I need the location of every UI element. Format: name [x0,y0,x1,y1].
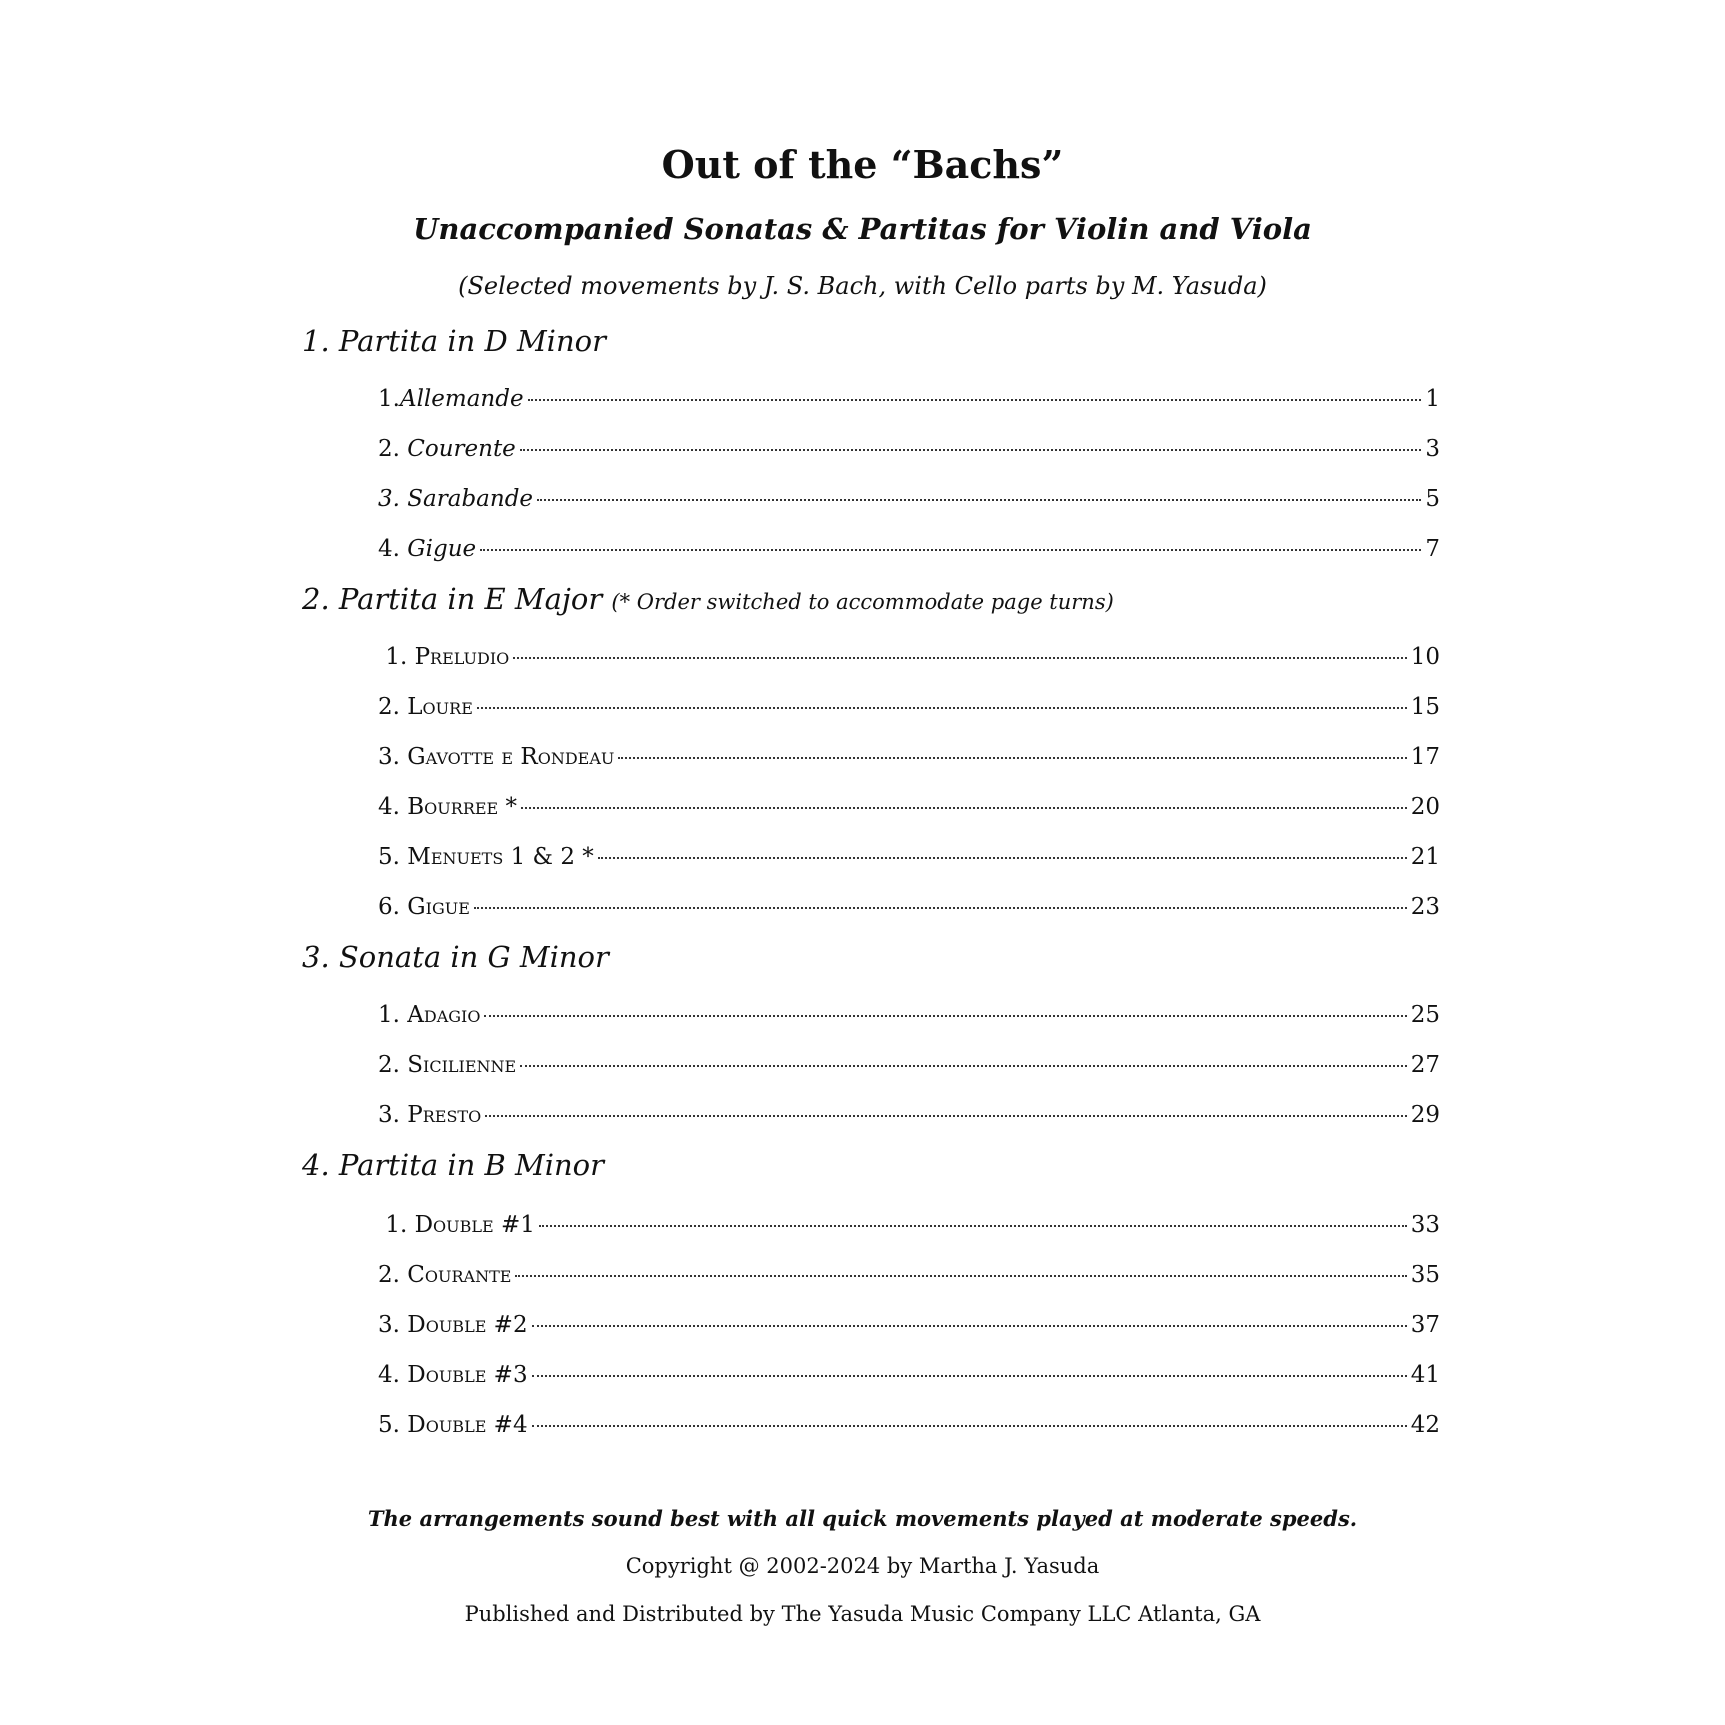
entry-number: 1. [378,386,400,412]
entry-page: 33 [1410,1212,1440,1238]
entry-name: Double #3 [407,1362,528,1388]
section-heading-text: 2. Partita in E Major [302,582,603,616]
entry-number: 3. [378,1102,400,1128]
dot-leader [598,857,1407,859]
entry-page: 23 [1410,894,1440,920]
entry-number: 3. [378,486,400,512]
toc-entry [378,486,1440,512]
toc-entry [378,436,1440,462]
toc-entry [378,1212,1440,1238]
entry-page: 5 [1425,486,1440,512]
section-heading [302,1148,604,1182]
page-subtitle: Unaccompanied Sonatas & Partitas for Violin and Viola [413,212,1312,246]
page-title: Out of the “Bachs” [661,142,1064,187]
entry-name: Double #1 [414,1212,535,1238]
entry-name: Double #4 [407,1412,528,1438]
entry-page: 15 [1410,694,1440,720]
entry-label [378,794,517,820]
entry-page: 41 [1410,1362,1440,1388]
entry-name: Menuets 1 & 2 * [407,844,594,870]
toc-entry [378,1412,1440,1438]
entry-name: Sicilienne [407,1052,517,1078]
entry-name: Presto [407,1102,482,1128]
dot-leader [520,1065,1407,1067]
entry-label [378,694,473,720]
entry-page: 42 [1410,1412,1440,1438]
entry-page: 25 [1410,1002,1440,1028]
entry-number: 3. [378,1312,400,1338]
page-subnote: (Selected movements by J. S. Bach, with Cello parts by M. Yasuda) [458,272,1267,300]
entry-label [378,1312,528,1338]
entry-name: Bourree * [407,794,518,820]
entry-name: Adagio [407,1002,481,1028]
dot-leader [477,707,1407,709]
dot-leader [520,449,1422,451]
section-note: (* Order switched to accommodate page turns) [611,590,1114,614]
toc-entry [378,644,1440,670]
entry-page: 7 [1425,536,1440,562]
entry-number: 2. [378,694,400,720]
entry-number: 4. [378,1362,400,1388]
entry-number: 1. [385,644,408,670]
toc-entry [378,1362,1440,1388]
entry-label [378,1412,528,1438]
entry-name: Gigue [407,536,477,562]
entry-label [378,844,594,870]
section-heading-text: 1. Partita in D Minor [302,324,606,358]
entry-name: Courante [407,1262,512,1288]
entry-label [378,744,614,770]
dot-leader [618,757,1406,759]
entry-label [378,1362,528,1388]
dot-leader [521,807,1407,809]
publisher-line: Published and Distributed by The Yasuda Music Company LLC Atlanta, GA [464,1602,1261,1626]
entry-label [378,1102,481,1128]
entry-label [378,536,476,562]
entry-label [378,1002,480,1028]
entry-page: 35 [1410,1262,1440,1288]
entry-name: Sarabande [407,486,534,512]
entry-number: 5. [378,1412,400,1438]
entry-page: 29 [1410,1102,1440,1128]
entry-label [378,486,533,512]
entry-number: 3. [378,744,400,770]
toc-entry [378,794,1440,820]
section-heading-text: 3. Sonata in G Minor [302,940,609,974]
entry-label [378,644,509,670]
toc-entry [378,694,1440,720]
entry-page: 10 [1410,644,1440,670]
entry-label [378,386,524,412]
dot-leader [532,1425,1407,1427]
performance-note: The arrangements sound best with all quick movements played at moderate speeds. [367,1506,1358,1531]
section-heading [302,940,609,974]
entry-label [378,1212,535,1238]
entry-number: 2. [378,436,400,462]
entry-name: Allemande [399,386,524,412]
entry-page: 1 [1425,386,1440,412]
dot-leader [474,907,1407,909]
entry-name: Gavotte e Rondeau [407,744,615,770]
dot-leader [485,1115,1407,1117]
toc-entry [378,1052,1440,1078]
entry-number: 6. [378,894,400,920]
entry-name: Double #2 [407,1312,528,1338]
section-heading [302,324,606,358]
entry-name: Preludio [414,644,510,670]
entry-number: 1. [385,1212,408,1238]
dot-leader [532,1375,1407,1377]
entry-page: 20 [1410,794,1440,820]
dot-leader [484,1015,1406,1017]
dot-leader [532,1325,1407,1327]
entry-label [378,1052,516,1078]
entry-number: 5. [378,844,400,870]
entry-page: 3 [1425,436,1440,462]
section-heading-text: 4. Partita in B Minor [302,1148,605,1182]
entry-page: 21 [1410,844,1440,870]
entry-page: 27 [1410,1052,1440,1078]
toc-entry [378,536,1440,562]
entry-page: 17 [1410,744,1440,770]
dot-leader [513,657,1406,659]
copyright-line: Copyright @ 2002-2024 by Martha J. Yasuda [625,1554,1100,1578]
entry-number: 1. [378,1002,400,1028]
dot-leader [480,549,1421,551]
toc-entry [378,1312,1440,1338]
toc-entry [378,386,1440,412]
entry-name: Courente [407,436,516,462]
toc-entry [378,1102,1440,1128]
entry-label [378,894,470,920]
entry-page: 37 [1410,1312,1440,1338]
entry-label [378,436,516,462]
entry-number: 2. [378,1262,400,1288]
entry-number: 4. [378,536,400,562]
toc-entry [378,894,1440,920]
section-heading [302,582,1114,616]
entry-number: 4. [378,794,400,820]
entry-name: Gigue [407,894,470,920]
toc-entry [378,744,1440,770]
entry-number: 2. [378,1052,400,1078]
dot-leader [537,499,1421,501]
dot-leader [528,399,1422,401]
toc-entry [378,844,1440,870]
dot-leader [539,1225,1407,1227]
entry-label [378,1262,511,1288]
toc-entry [378,1002,1440,1028]
toc-entry [378,1262,1440,1288]
entry-name: Loure [407,694,473,720]
dot-leader [515,1275,1406,1277]
